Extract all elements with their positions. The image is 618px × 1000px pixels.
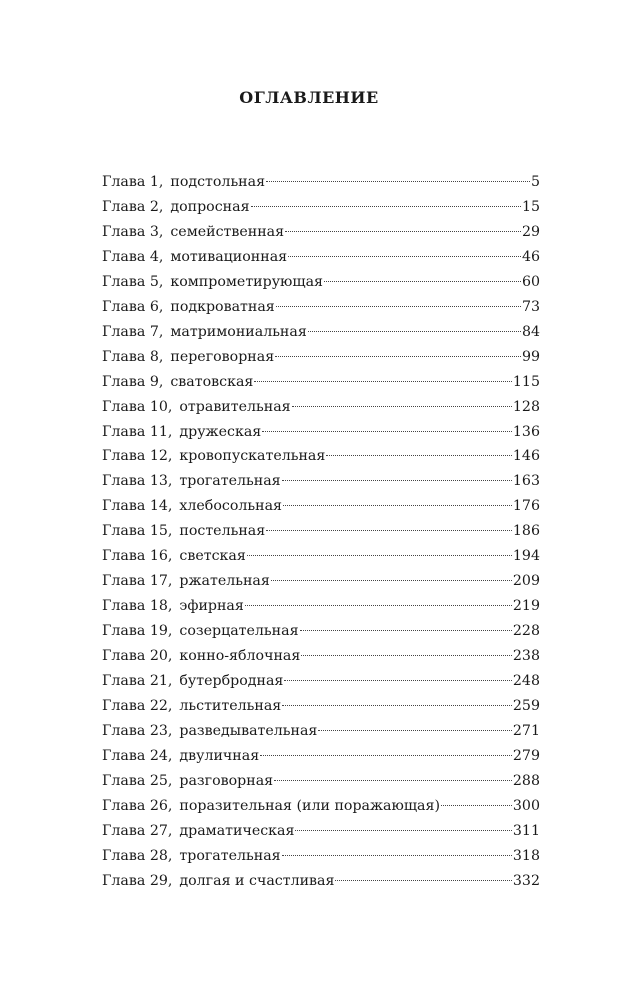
chapter-title: ржательная [179, 573, 270, 590]
toc-entry[interactable] [102, 769, 540, 794]
chapter-number: Глава 5, [102, 273, 164, 290]
toc-entry[interactable] [102, 295, 540, 320]
page-number: 238 [512, 648, 540, 665]
dot-leader [335, 880, 511, 881]
dot-leader [318, 730, 512, 731]
toc-entry[interactable] [102, 245, 540, 270]
dot-leader [276, 306, 521, 307]
chapter-number: Глава 9, [102, 373, 164, 390]
entry-label [102, 469, 281, 494]
chapter-number: Глава 15, [102, 523, 173, 540]
chapter-number: Глава 18, [102, 598, 173, 615]
chapter-number: Глава 28, [102, 847, 173, 864]
page-number: 279 [512, 747, 540, 764]
page-number: 186 [512, 523, 540, 540]
chapter-title: трогательная [179, 847, 281, 864]
page-number: 15 [521, 198, 540, 215]
page-number: 219 [512, 598, 540, 615]
chapter-title: бутербродная [179, 673, 284, 690]
chapter-title: сватовская [170, 373, 254, 390]
page-number: 332 [512, 872, 540, 889]
chapter-number: Глава 21, [102, 673, 173, 690]
chapter-title: трогательная [179, 473, 281, 490]
chapter-number: Глава 1, [102, 174, 164, 190]
toc-entry[interactable] [102, 345, 540, 370]
page-number: 163 [512, 473, 540, 490]
chapter-title: разведывательная [179, 722, 318, 739]
entry-label [102, 494, 282, 519]
dot-leader [282, 855, 512, 856]
chapter-title: мотивационная [170, 248, 288, 265]
toc-entry[interactable] [102, 195, 540, 220]
entry-label [102, 869, 334, 894]
entry-label [102, 395, 291, 420]
page-number: 146 [512, 448, 540, 465]
chapter-number: Глава 20, [102, 648, 173, 665]
toc-entry[interactable] [102, 544, 540, 569]
page-number: 311 [512, 822, 540, 839]
entry-label [102, 295, 275, 320]
page-number: 60 [521, 273, 540, 290]
chapter-number: Глава 8, [102, 348, 164, 365]
chapter-number: Глава 14, [102, 498, 173, 515]
page-number: 73 [521, 298, 540, 315]
toc-entry[interactable] [102, 869, 540, 894]
toc-entry[interactable] [102, 270, 540, 295]
page-number: 300 [512, 797, 540, 814]
chapter-number: Глава 13, [102, 473, 173, 490]
chapter-title: отравительная [179, 398, 291, 415]
entry-label [102, 819, 294, 844]
chapter-number: Глава 17, [102, 573, 173, 590]
page-number: 136 [512, 423, 540, 440]
dot-leader [275, 356, 521, 357]
chapter-number: Глава 4, [102, 248, 164, 265]
dot-leader [274, 780, 512, 781]
chapter-title: поразительная (или поражающая) [179, 797, 440, 814]
entry-label [102, 345, 274, 370]
toc-entry[interactable] [102, 794, 540, 819]
page-number: 318 [512, 847, 540, 864]
toc-entry[interactable] [102, 744, 540, 769]
toc-entry[interactable] [102, 420, 540, 445]
dot-leader [245, 605, 512, 606]
entry-label [102, 444, 325, 469]
entry-label [102, 544, 246, 569]
page-number: 29 [521, 223, 540, 240]
chapter-number: Глава 12, [102, 448, 173, 465]
dot-leader [260, 755, 512, 756]
toc-entry[interactable] [102, 395, 540, 420]
toc-entry[interactable] [102, 519, 540, 544]
dot-leader [283, 505, 512, 506]
dot-leader [285, 231, 521, 232]
toc-entry[interactable] [102, 170, 540, 195]
dot-leader [262, 431, 512, 432]
chapter-title: долгая и счастливая [179, 872, 335, 889]
toc-entry[interactable] [102, 694, 540, 719]
dot-leader [271, 580, 512, 581]
page-number: 5 [530, 174, 540, 190]
entry-label [102, 569, 270, 594]
chapter-title: светская [179, 548, 246, 565]
page-title: ОГЛАВЛЕНИЕ [239, 88, 379, 107]
dot-leader [266, 530, 512, 531]
dot-leader [288, 256, 521, 257]
dot-leader [326, 455, 512, 456]
page-number: 128 [512, 398, 540, 415]
chapter-title: конно-яблочная [179, 648, 301, 665]
chapter-number: Глава 16, [102, 548, 173, 565]
entry-label [102, 594, 244, 619]
dot-leader [295, 830, 511, 831]
chapter-number: Глава 19, [102, 623, 173, 640]
dot-leader [282, 480, 512, 481]
dot-leader [324, 281, 521, 282]
chapter-title: хлебосольная [179, 498, 282, 515]
entry-label [102, 370, 253, 395]
toc-entry[interactable] [102, 469, 540, 494]
chapter-title: подстольная [170, 174, 266, 190]
entry-label [102, 644, 300, 669]
dot-leader [254, 381, 512, 382]
dot-leader [284, 680, 512, 681]
entry-label [102, 619, 299, 644]
page-number: 115 [512, 373, 540, 390]
dot-leader [292, 406, 512, 407]
toc-entry[interactable] [102, 844, 540, 869]
chapter-number: Глава 22, [102, 698, 173, 715]
toc-entry[interactable] [102, 594, 540, 619]
chapter-title: компрометирующая [170, 273, 323, 290]
chapter-title: матримониальная [170, 323, 307, 340]
chapter-number: Глава 7, [102, 323, 164, 340]
chapter-title: эфирная [179, 598, 244, 615]
page-number: 259 [512, 698, 540, 715]
dot-leader [301, 655, 512, 656]
entry-label [102, 794, 440, 819]
page-number: 209 [512, 573, 540, 590]
page-number: 176 [512, 498, 540, 515]
toc-entry[interactable] [102, 719, 540, 744]
toc-entry[interactable] [102, 370, 540, 395]
chapter-title: семейственная [170, 223, 285, 240]
chapter-number: Глава 6, [102, 298, 164, 315]
chapter-title: дружеская [179, 423, 262, 440]
chapter-title: льстительная [179, 698, 282, 715]
chapter-number: Глава 11, [102, 423, 173, 440]
chapter-number: Глава 23, [102, 722, 173, 739]
entry-label [102, 245, 287, 270]
page-number: 84 [521, 323, 540, 340]
chapter-title: драматическая [179, 822, 295, 839]
entry-label [102, 320, 307, 345]
page-number: 99 [521, 348, 540, 365]
chapter-title: созерцательная [179, 623, 299, 640]
chapter-number: Глава 3, [102, 223, 164, 240]
dot-leader [282, 705, 512, 706]
entry-label [102, 519, 265, 544]
entry-label [102, 170, 265, 195]
dot-leader [441, 805, 512, 806]
toc-entry[interactable] [102, 320, 540, 345]
entry-label [102, 719, 317, 744]
chapter-title: подкроватная [170, 298, 275, 315]
entry-label [102, 420, 261, 445]
chapter-title: разговорная [179, 772, 274, 789]
entry-label [102, 220, 284, 245]
toc-entry[interactable] [102, 619, 540, 644]
toc-entry[interactable] [102, 669, 540, 694]
dot-leader [308, 331, 521, 332]
dot-leader [251, 206, 521, 207]
dot-leader [247, 555, 512, 556]
page-number: 46 [521, 248, 540, 265]
toc-entry[interactable] [102, 819, 540, 844]
entry-label [102, 744, 259, 769]
toc-entry[interactable] [102, 494, 540, 519]
chapter-title: кровопускательная [179, 448, 326, 465]
page-number: 288 [512, 772, 540, 789]
entry-label [102, 844, 281, 869]
chapter-number: Глава 27, [102, 822, 173, 839]
entry-label [102, 694, 281, 719]
entry-label [102, 669, 283, 694]
chapter-title: двуличная [179, 747, 260, 764]
entry-label [102, 769, 273, 794]
entry-label [102, 195, 250, 220]
toc-entry[interactable] [102, 569, 540, 594]
page-number: 248 [512, 673, 540, 690]
chapter-number: Глава 24, [102, 747, 173, 764]
chapter-number: Глава 2, [102, 198, 164, 215]
dot-leader [266, 181, 530, 182]
chapter-title: переговорная [170, 348, 275, 365]
chapter-number: Глава 26, [102, 797, 173, 814]
page-number: 271 [512, 722, 540, 739]
chapter-number: Глава 25, [102, 772, 173, 789]
toc-entry[interactable] [102, 444, 540, 469]
chapter-title: допросная [170, 198, 250, 215]
toc-entry[interactable] [102, 644, 540, 669]
chapter-number: Глава 29, [102, 872, 173, 889]
dot-leader [300, 630, 512, 631]
chapter-number: Глава 10, [102, 398, 173, 415]
chapter-title: постельная [179, 523, 266, 540]
table-of-contents [102, 170, 540, 894]
page-number: 228 [512, 623, 540, 640]
toc-entry[interactable] [102, 220, 540, 245]
entry-label [102, 270, 323, 295]
page-number: 194 [512, 548, 540, 565]
